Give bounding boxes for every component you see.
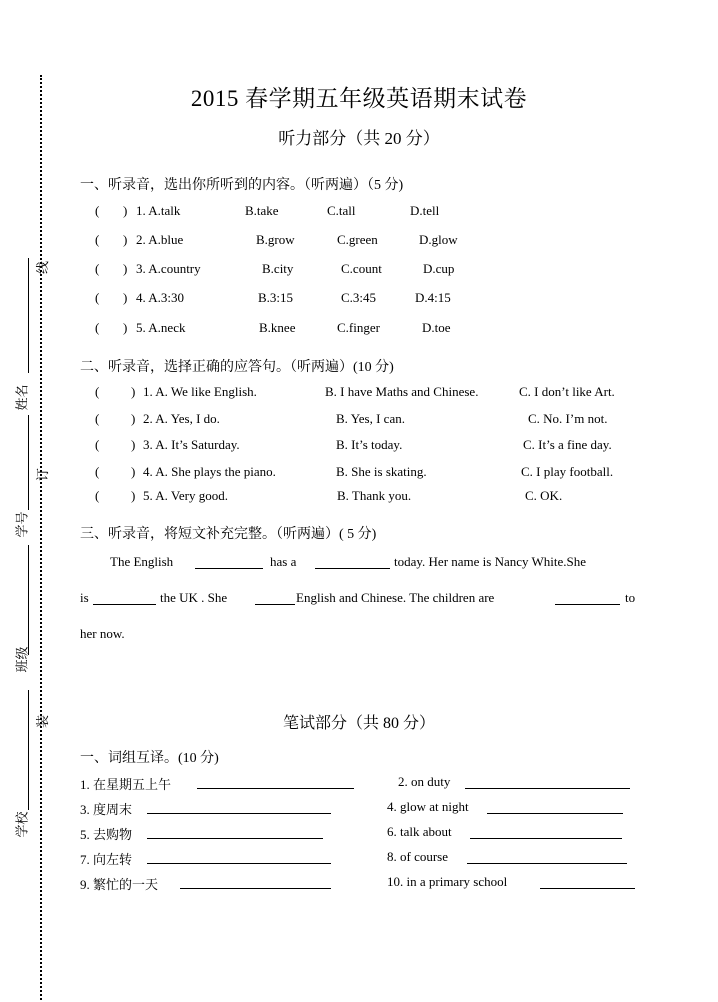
margin-ding-char: 订 [35,467,51,482]
section-1-title: 一、听录音，选出你所听到的内容。（听两遍）（5 分) [80,178,404,193]
answer-blank[interactable] [470,838,622,839]
answer-blank[interactable] [467,863,627,864]
written-heading: 笔试部分（共 80 分） [282,715,435,732]
name-label: 姓名 [14,384,30,411]
answer-blank[interactable] [147,863,331,864]
id-label: 学号 [14,511,30,538]
name-line [28,258,29,373]
answer-blank[interactable] [197,788,354,789]
answer-blank[interactable] [93,604,156,605]
section-3-title: 三、听录音，将短文补充完整。（听两遍）( 5 分) [80,527,377,542]
answer-blank[interactable] [315,568,390,569]
margin-zhuang-char: 装 [35,714,51,729]
margin-line-char: 线 [35,260,51,275]
answer-blank[interactable] [465,788,630,789]
page-title: 2015 春学期五年级英语期末试卷 [190,86,528,111]
written-section-1-title: 一、词组互译。(10 分) [80,751,219,766]
binding-dotted-line [40,75,42,1000]
answer-blank[interactable] [487,813,623,814]
answer-blank[interactable] [195,568,263,569]
class-line [28,545,29,655]
answer-blank[interactable] [147,838,323,839]
answer-blank[interactable] [180,888,331,889]
answer-blank[interactable] [540,888,635,889]
answer-blank[interactable] [255,604,295,605]
class-label: 班级 [14,646,30,673]
passage-line-3: her now. [80,626,125,641]
school-line [28,690,29,810]
answer-blank[interactable] [555,604,620,605]
section-2-title: 二、听录音，选择正确的应答句。（听两遍）(10 分) [80,360,394,375]
id-line [28,415,29,510]
school-label: 学校 [14,811,30,838]
listening-heading: 听力部分（共 20 分） [278,129,440,148]
answer-blank[interactable] [147,813,331,814]
